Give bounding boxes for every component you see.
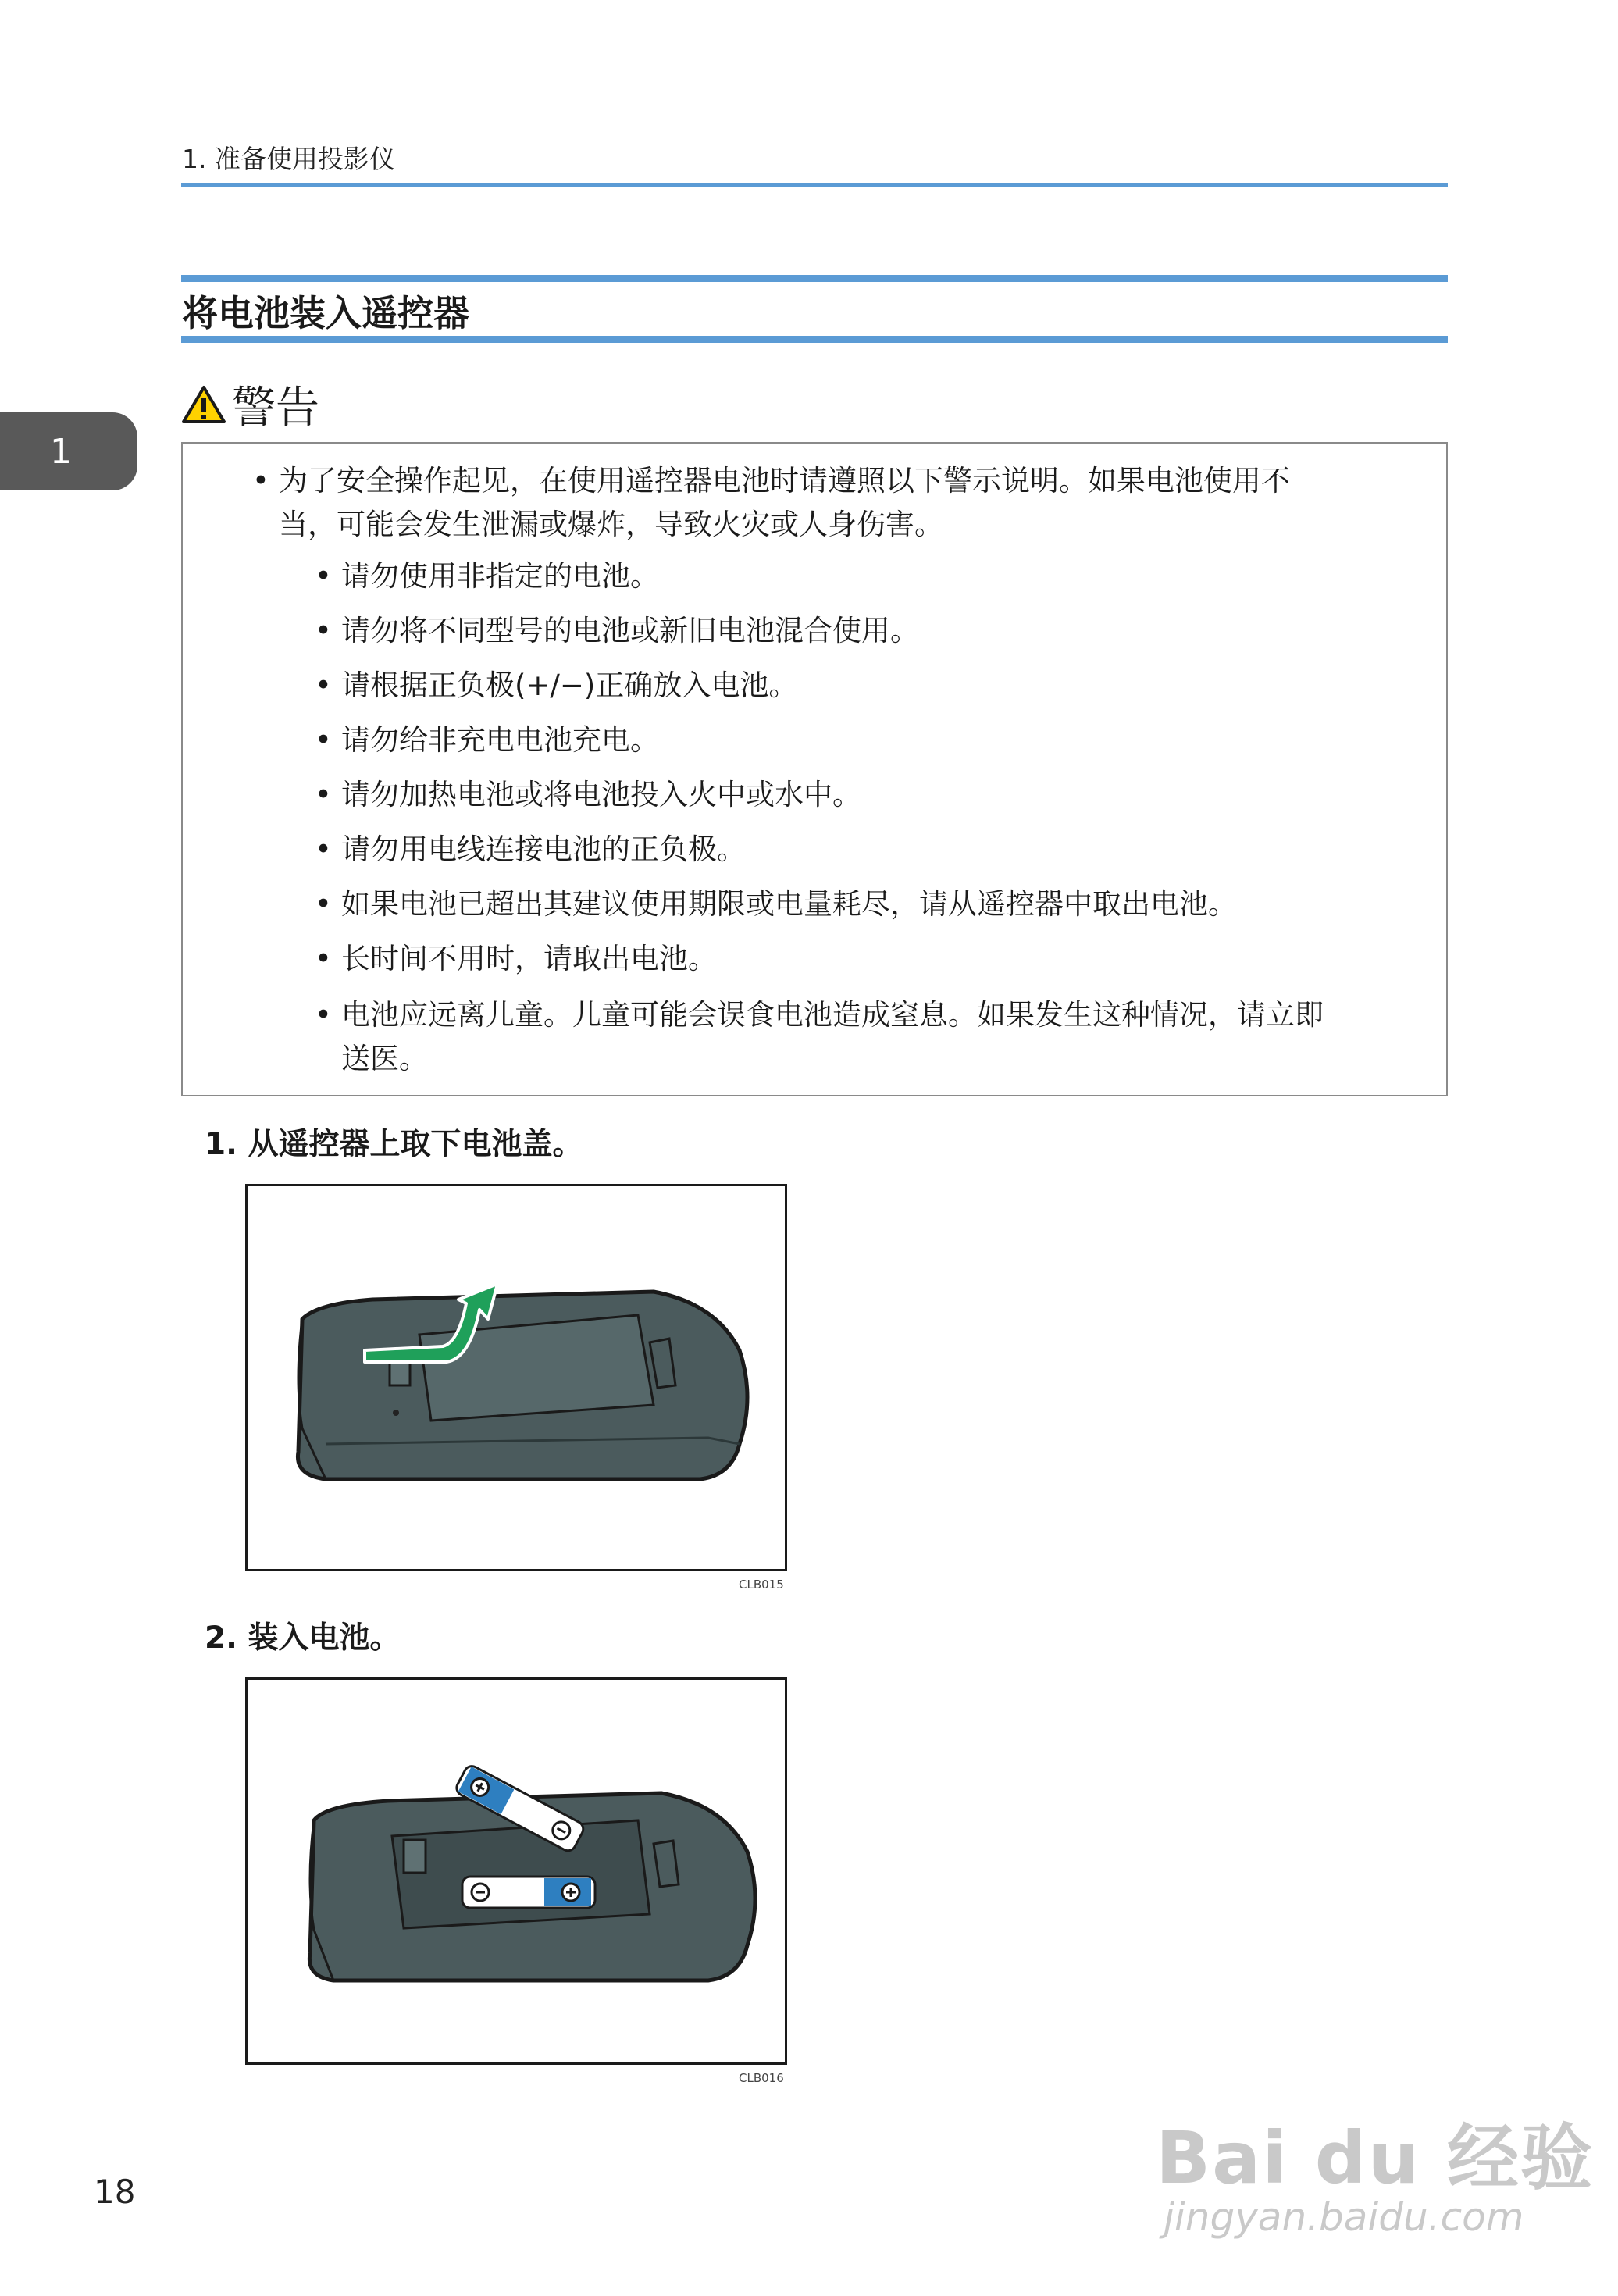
running-header: 1. 准备使用投影仪 [182,144,395,174]
warning-heading [182,373,319,436]
warning-item-last-line2: 送医。 [341,1042,428,1075]
section-bottom-rule [181,336,1448,343]
warning-item: • 请勿用电线连接电池的正负极。 [315,832,746,866]
chapter-tab: 1 [0,412,137,490]
step-1-label: 1. 从遥控器上取下电池盖。 [205,1127,583,1162]
step-2-label: 2. 装入电池。 [205,1620,401,1656]
figure-remove-cover [245,1184,787,1571]
remote-cover-illustration [248,1186,785,1569]
bullet-dot: • [252,464,269,497]
watermark-logo: Bai du 经验 [1156,2116,1595,2200]
warning-item-last: • 电池应远离儿童。儿童可能会误食电池造成窒息。如果发生这种情况，请立即 送医。 [341,993,1324,1081]
figure-insert-battery [245,1677,787,2065]
figure-code-1: CLB015 [739,1578,784,1592]
warning-label: 警告 [232,383,319,433]
warning-item: • 如果电池已超出其建议使用期限或电量耗尽，请从遥控器中取出电池。 [315,887,1237,921]
warning-item: • 请勿使用非指定的电池。 [315,559,659,593]
warning-item: • 请根据正负极(+/−)正确放入电池。 [315,668,798,702]
warning-intro [252,459,1290,547]
warning-item-last-line1: 电池应远离儿童。儿童可能会误食电池造成窒息。如果发生这种情况，请立即 [341,998,1324,1032]
remote-battery-illustration [248,1680,785,2062]
page-number: 18 [94,2173,136,2211]
warning-icon [182,385,226,424]
section-title: 将电池装入遥控器 [182,292,469,334]
warning-item: • 长时间不用时，请取出电池。 [315,942,717,975]
warning-intro-line1: 为了安全操作起见，在使用遥控器电池时请遵照以下警示说明。如果电池使用不 [279,464,1290,497]
watermark-url: jingyan.baidu.com [1164,2194,1524,2240]
section-top-rule [181,275,1448,282]
header-rule [181,183,1448,187]
figure-code-2: CLB016 [739,2071,784,2085]
warning-item: • 请勿将不同型号的电池或新旧电池混合使用。 [315,614,919,647]
warning-intro-line2: 当，可能会发生泄漏或爆炸，导致火灾或人身伤害。 [279,508,943,541]
warning-item: • 请勿加热电池或将电池投入火中或水中。 [315,778,861,811]
warning-item: • 请勿给非充电电池充电。 [315,723,659,757]
